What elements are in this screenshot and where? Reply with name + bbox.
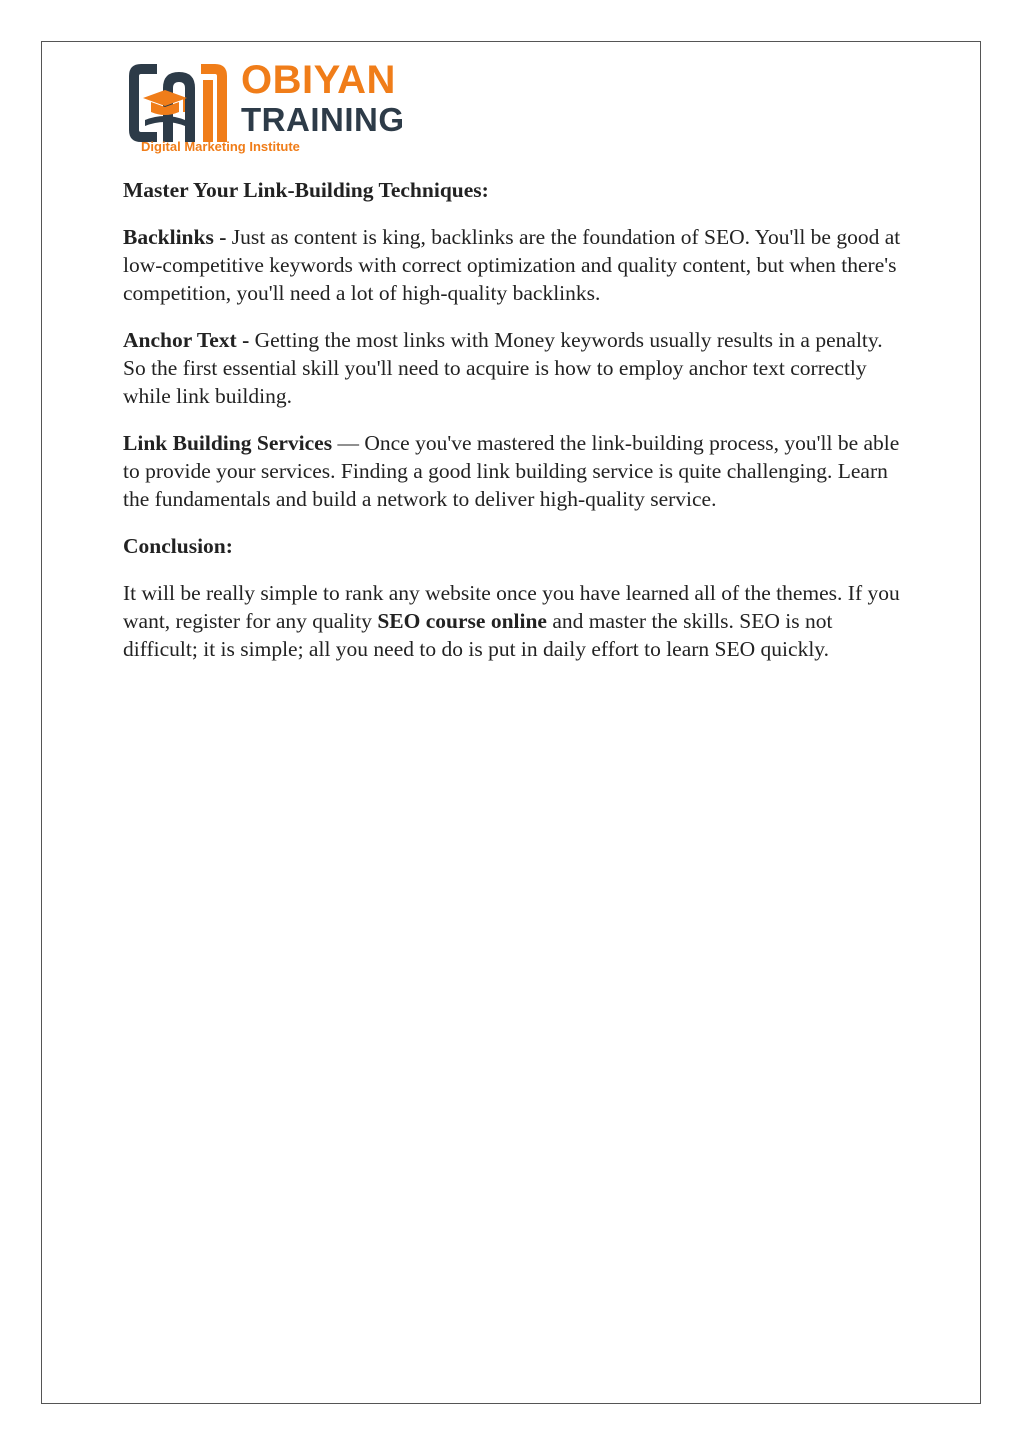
page-title: Master Your Link-Building Techniques: — [123, 178, 489, 202]
section-anchor-text — [123, 326, 903, 410]
section-text: Just as content is king, backlinks are the foundation of SEO. You'll be good at low-competitive keywords with correct optimization and quality content, but when there's competition, you'll need a lot of high-quality backlinks. — [123, 225, 901, 305]
logo-word-obiyan: OBIYAN — [241, 58, 396, 102]
section-text: — Once you've mastered the link-building process, you'll be able to provide your services. Finding a good link building service is quite challenging. Learn the fundamentals and build a network to deliver high-quality service. — [123, 431, 900, 511]
logo-wordmark — [241, 60, 405, 136]
section-term: Link Building Services — [123, 431, 333, 455]
conclusion-paragraph — [123, 579, 903, 663]
conclusion-text-after: and master the skills. SEO is not difficult; it is simple; all you need to do is put in daily effort to learn SEO quickly. — [123, 609, 833, 661]
document-body — [123, 176, 903, 682]
logo-word-training: TRAINING — [241, 101, 405, 138]
section-text: Getting the most links with Money keywords usually results in a penalty. So the first essential skill you'll need to acquire is how to employ anchor text correctly while link building. — [123, 328, 883, 408]
logo-tagline: Digital Marketing Institute — [141, 139, 300, 154]
section-term: Backlinks - — [123, 225, 227, 249]
section-term: Anchor Text - — [123, 328, 250, 352]
seo-course-online-link[interactable]: SEO course online — [377, 609, 547, 633]
conclusion-heading: Conclusion: — [123, 534, 233, 558]
conclusion-text-before: It will be really simple to rank any website once you have learned all of the themes. If you want, register for any quality — [123, 581, 900, 633]
section-link-building-services — [123, 429, 903, 513]
section-backlinks — [123, 223, 903, 307]
logo-mark-icon — [123, 58, 233, 148]
obiyan-training-logo — [123, 58, 413, 158]
